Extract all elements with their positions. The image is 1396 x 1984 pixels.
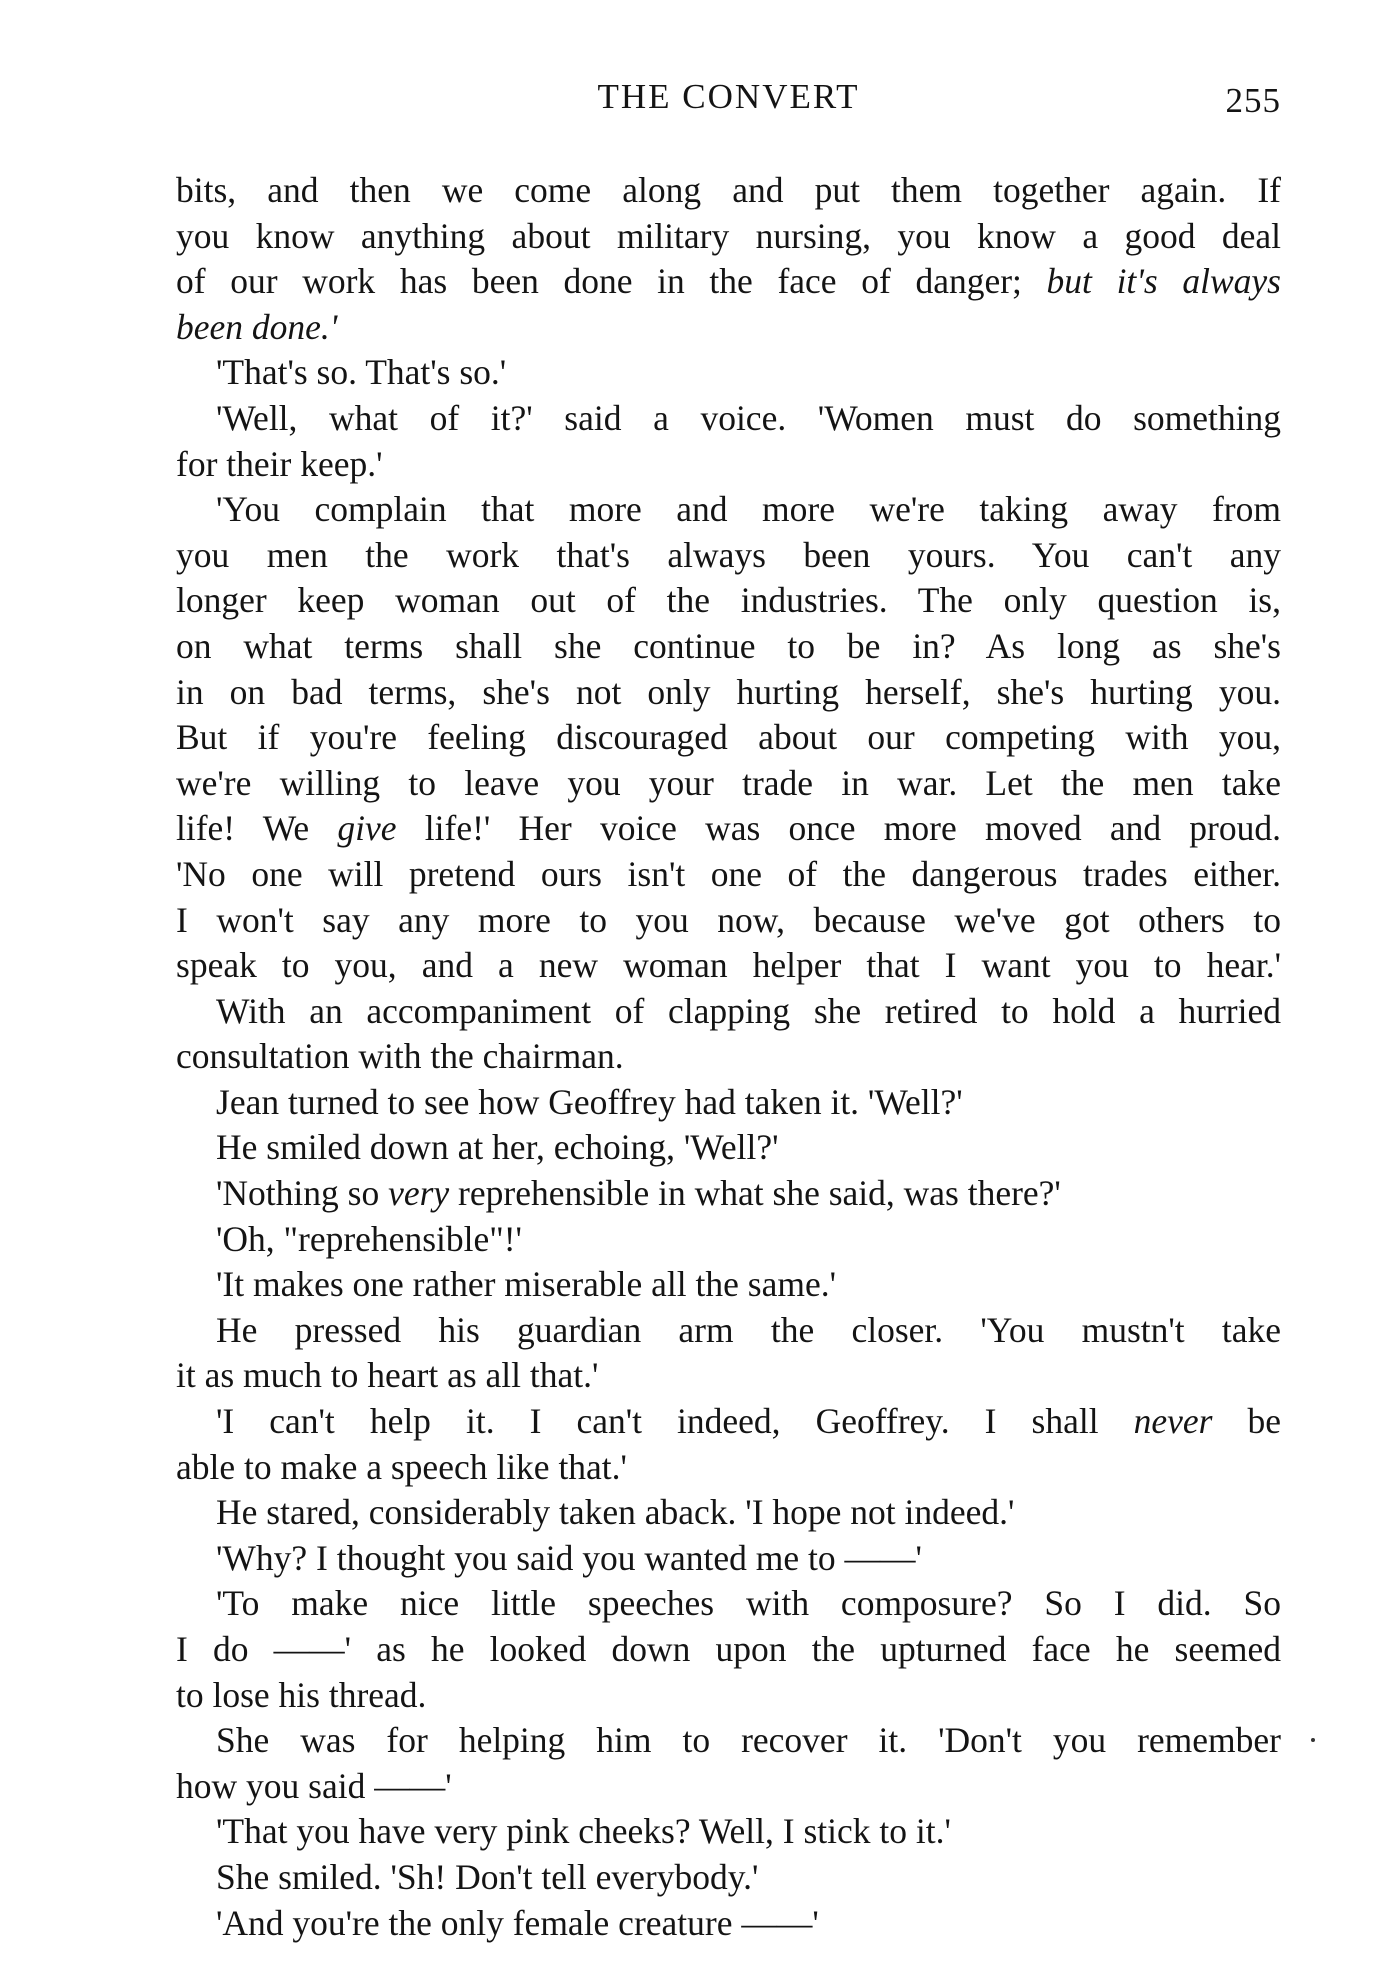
text-line: to lose his thread. [176, 1674, 427, 1715]
text-line: speak to you, and a new woman helper that I want you to hear.' [176, 945, 1281, 986]
text-line: how you said ——' [176, 1765, 452, 1806]
text-line: 'That you have very pink cheeks? Well, I stick to it.' [216, 1811, 951, 1852]
text-line: you know anything about military nursing, you know a good deal [176, 215, 1281, 256]
text-line: 'And you're the only female creature ——' [216, 1902, 819, 1943]
text-line: 'You complain that more and more we're taking away from [216, 489, 1281, 530]
text-line: Jean turned to see how Geoffrey had taken it. 'Well?' [216, 1081, 963, 1122]
text-line: She was for helping him to recover it. 'Don't you remember [216, 1720, 1281, 1761]
text-line: I won't say any more to you now, because we've got others to [176, 899, 1281, 940]
text-line: been done.' [176, 306, 338, 347]
text-line: He stared, considerably taken aback. 'I hope not indeed.' [216, 1492, 1015, 1533]
text-line: 'Well, what of it?' said a voice. 'Women must do something [216, 397, 1281, 438]
text-line: in on bad terms, she's not only hurting herself, she's hurting you. [176, 671, 1281, 712]
text-line: But if you're feeling discouraged about our competing with you, [176, 717, 1281, 758]
text-line: 'No one will pretend ours isn't one of the dangerous trades either. [176, 853, 1281, 894]
text-line: 'To make nice little speeches with composure? So I did. So [216, 1583, 1281, 1624]
text-line: With an accompaniment of clapping she retired to hold a hurried [216, 990, 1281, 1031]
text-line: 'It makes one rather miserable all the same.' [216, 1264, 836, 1305]
text-line: we're willing to leave you your trade in war. Let the men take [176, 762, 1281, 803]
text-line: longer keep woman out of the industries. The only question is, [176, 580, 1281, 621]
text-line: life! We give life!' Her voice was once more moved and proud. [176, 808, 1282, 849]
text-line: I do ——' as he looked down upon the upturned face he seemed [176, 1629, 1281, 1669]
text-line: 'Oh, "reprehensible"!' [216, 1218, 522, 1259]
text-line: He pressed his guardian arm the closer. 'You mustn't take [216, 1309, 1281, 1350]
margin-speck [1311, 1738, 1315, 1742]
text-line: 'I can't help it. I can't indeed, Geoffrey. I shall never be [216, 1401, 1281, 1442]
running-title: THE CONVERT [597, 77, 860, 116]
page-number: 255 [1225, 81, 1281, 120]
text-line: consultation with the chairman. [176, 1036, 624, 1077]
body-text [176, 168, 1281, 1946]
text-line: it as much to heart as all that.' [176, 1355, 599, 1396]
running-head [176, 72, 1281, 122]
text-line: you men the work that's always been yours. You can't any [176, 534, 1281, 575]
text-line: He smiled down at her, echoing, 'Well?' [216, 1127, 779, 1168]
text-line: of our work has been done in the face of danger; but it's always [176, 261, 1281, 302]
text-line: bits, and then we come along and put them together again. If [176, 170, 1281, 210]
text-line: She smiled. 'Sh! Don't tell everybody.' [216, 1856, 759, 1897]
text-line: 'That's so. That's so.' [216, 352, 507, 393]
text-line: 'Why? I thought you said you wanted me to ——' [216, 1537, 922, 1578]
text-line: on what terms shall she continue to be in? As long as she's [176, 625, 1281, 666]
text-line: 'Nothing so very reprehensible in what she said, was there?' [216, 1173, 1061, 1214]
text-line: for their keep.' [176, 443, 383, 484]
text-line: able to make a speech like that.' [176, 1446, 627, 1487]
